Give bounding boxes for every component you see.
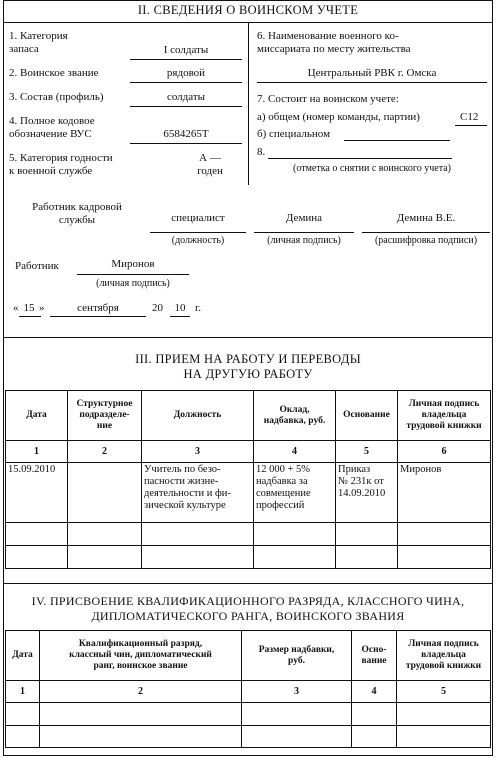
table-row — [6, 523, 491, 546]
divider — [3, 337, 493, 338]
date-century: 20 — [152, 302, 163, 314]
cell-signature: Миронов — [398, 463, 491, 523]
header-salary: Оклад, надбавка, руб. — [254, 391, 336, 441]
cell-date: 15.09.2010 — [6, 463, 68, 523]
worker-label: Работник — [15, 260, 59, 272]
cell-bonus — [242, 726, 352, 748]
field-line — [455, 125, 487, 126]
header-department: Структурное подразделе- ние — [68, 391, 142, 441]
field-line — [130, 143, 242, 144]
item-3-value: солдаты — [166, 91, 206, 103]
item-2-label: 2. Воинское звание — [9, 67, 99, 79]
column-number: 6 — [398, 441, 491, 463]
item-2-value: рядовой — [166, 67, 206, 79]
field-line — [362, 232, 490, 233]
header-bonus: Размер надбавки, руб. — [242, 631, 352, 681]
cell-basis — [336, 523, 398, 546]
table-number-row — [6, 441, 491, 463]
field-line — [130, 82, 242, 83]
cell-department — [68, 463, 142, 523]
item-5-value: А — годен — [197, 152, 223, 177]
item-7a-value: С12 — [460, 111, 479, 123]
worker-caption: (личная подпись) — [96, 278, 170, 289]
date-open-quote: « — [13, 302, 19, 314]
field-line — [50, 316, 146, 317]
table-row — [6, 703, 491, 726]
date-year: 10 — [174, 302, 186, 314]
header-basis: Основание — [336, 391, 398, 441]
table-number-row — [6, 681, 491, 703]
table-row — [6, 546, 491, 569]
cell-department — [68, 523, 142, 546]
table-header-row — [6, 631, 491, 681]
field-line — [19, 316, 41, 317]
date-day: 15 — [23, 302, 35, 314]
item-3-label: 3. Состав (профиль) — [9, 91, 104, 103]
item-4-value: 6584265Т — [163, 128, 209, 140]
header-date: Дата — [6, 631, 40, 681]
section-4-title: IV. ПРИСВОЕНИЕ КВАЛИФИКАЦИОННОГО РАЗРЯДА, КЛАССНОГО ЧИНА, ДИПЛОМАТИЧЕСКОГО РАНГА, ВОИНСКОГО ЗВАНИЯ — [31, 594, 465, 623]
caption-position: (должность) — [171, 235, 225, 246]
cell-qualification — [40, 726, 242, 748]
column-number: 1 — [6, 681, 40, 703]
caption-signature: (личная подпись) — [267, 235, 341, 246]
hr-label: Работник кадровой службы — [32, 201, 122, 226]
field-line — [130, 106, 242, 107]
column-number: 3 — [242, 681, 352, 703]
item-8-label: 8. — [257, 146, 266, 158]
qualification-table — [5, 630, 491, 748]
item-6-value: Центральный РВК г. Омска — [307, 67, 437, 79]
header-date: Дата — [6, 391, 68, 441]
cell-signature — [397, 726, 491, 748]
appointments-table — [5, 390, 491, 569]
cell-basis — [352, 726, 397, 748]
item-4-label: 4. Полное кодовое обозначение ВУС — [9, 115, 95, 140]
header-qualification: Квалификационный разряд, классный чин, дипломатический ранг, воинское звание — [40, 631, 242, 681]
field-line — [77, 274, 189, 275]
header-basis: Осно- вание — [352, 631, 397, 681]
cell-basis — [336, 546, 398, 569]
caption-name: (расшифровка подписи) — [374, 235, 478, 246]
table-row — [6, 463, 491, 523]
item-8-caption: (отметка о снятии с воинского учета) — [293, 163, 451, 174]
column-number: 5 — [397, 681, 491, 703]
item-7b-label: б) специальном — [257, 128, 331, 140]
cell-date — [6, 703, 40, 726]
hr-position: специалист — [171, 212, 225, 224]
column-number: 3 — [142, 441, 254, 463]
column-number: 4 — [352, 681, 397, 703]
column-number: 5 — [336, 441, 398, 463]
date-close-quote: » — [39, 302, 45, 314]
table-row — [6, 726, 491, 748]
column-number: 2 — [40, 681, 242, 703]
cell-signature — [397, 703, 491, 726]
cell-position: Учитель по безо- пасности жизне- деятельности и фи- зической культуре — [142, 463, 254, 523]
field-line — [170, 316, 190, 317]
cell-basis — [352, 703, 397, 726]
table-header-row — [6, 391, 491, 441]
cell-position — [142, 546, 254, 569]
cell-position — [142, 523, 254, 546]
hr-name: Демина В.Е. — [396, 212, 456, 224]
header-signature: Личная подпись владельца трудовой книжки — [397, 631, 491, 681]
cell-department — [68, 546, 142, 569]
column-number: 1 — [6, 441, 68, 463]
item-1-label: 1. Категория запаса — [9, 30, 68, 55]
column-number: 2 — [68, 441, 142, 463]
cell-bonus — [242, 703, 352, 726]
hr-signature: Демина — [285, 212, 323, 224]
header-position: Должность — [142, 391, 254, 441]
item-5-label: 5. Категория годности к военной службе — [9, 152, 113, 177]
field-line — [268, 158, 452, 159]
worker-signature: Миронов — [111, 258, 155, 270]
cell-basis: Приказ № 231к от 14.09.2010 — [336, 463, 398, 523]
date-month: сентября — [77, 302, 119, 314]
cell-salary — [254, 546, 336, 569]
item-1-value: I солдаты — [163, 44, 209, 56]
header-signature: Личная подпись владельца трудовой книжки — [398, 391, 491, 441]
date-suffix: г. — [195, 302, 202, 314]
cell-signature — [398, 546, 491, 569]
field-line — [344, 140, 450, 141]
field-line — [257, 82, 487, 83]
cell-qualification — [40, 703, 242, 726]
cell-date — [6, 726, 40, 748]
cell-date — [6, 546, 68, 569]
item-7-label: 7. Состоит на воинском учете: — [257, 93, 399, 105]
section-2-title: II. СВЕДЕНИЯ О ВОИНСКОМ УЧЕТЕ — [137, 3, 359, 17]
divider — [3, 583, 493, 584]
cell-signature — [398, 523, 491, 546]
field-line — [150, 232, 246, 233]
item-6-label: 6. Наименование военного ко- миссариата по месту жительства — [257, 30, 411, 55]
field-line — [254, 232, 354, 233]
item-7a-label: а) общем (номер команды, партии) — [257, 111, 420, 123]
section-3-title: III. ПРИЕМ НА РАБОТУ И ПЕРЕВОДЫ НА ДРУГУЮ РАБОТУ — [135, 352, 361, 381]
cell-salary — [254, 523, 336, 546]
cell-salary: 12 000 + 5% надбавка за совмещение профессий — [254, 463, 336, 523]
field-line — [130, 59, 242, 60]
cell-date — [6, 523, 68, 546]
column-number: 4 — [254, 441, 336, 463]
